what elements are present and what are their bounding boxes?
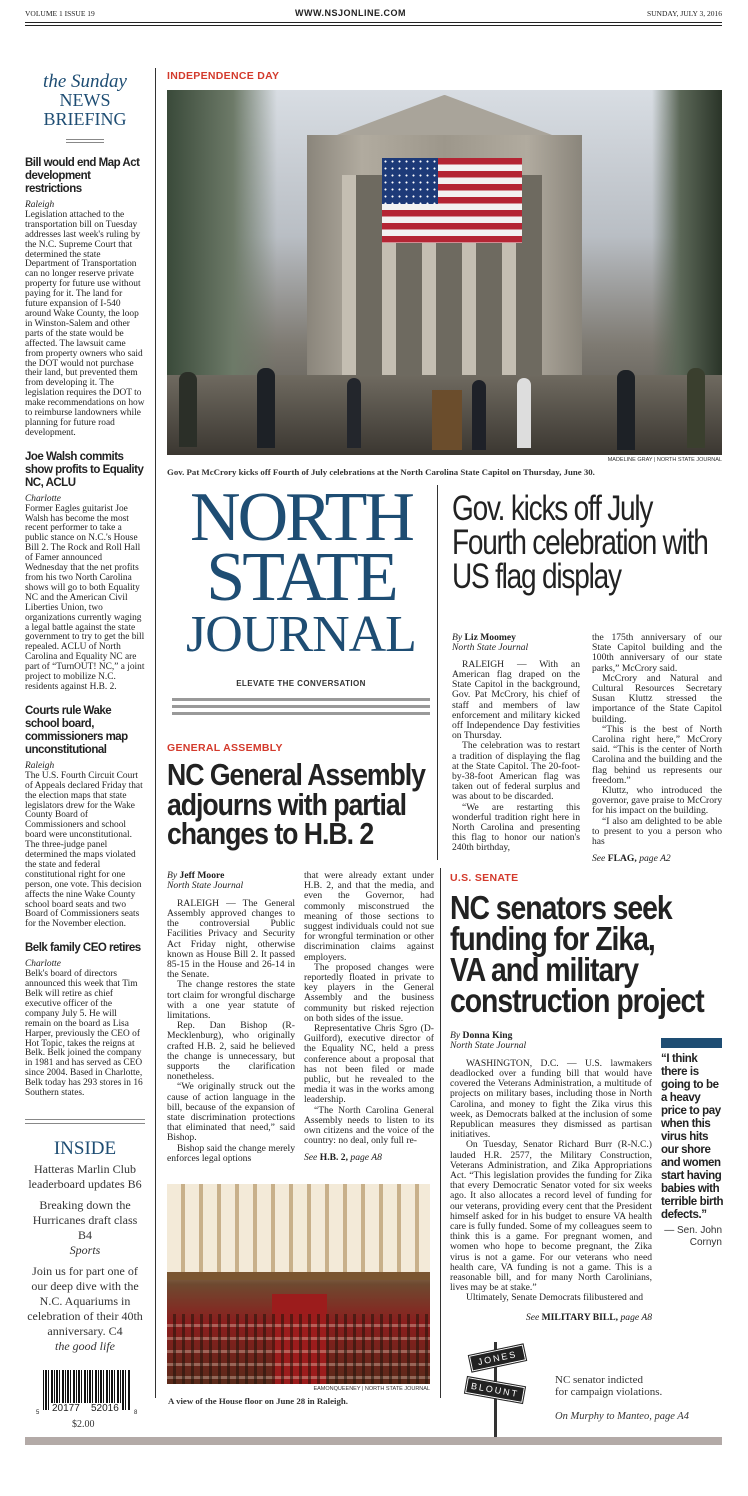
masthead-line: NORTH [190, 479, 412, 556]
house-floor-photo[interactable] [167, 1184, 430, 1384]
byline-outlet: North State Journal [450, 1040, 527, 1052]
headline-line: VA and military [450, 951, 638, 988]
issue-date: SUNDAY, JULY 3, 2016 [646, 9, 722, 18]
inside-title: INSIDE [53, 1137, 117, 1159]
brief-item [25, 705, 145, 930]
jump-slug: H.B. 2, [319, 1152, 348, 1164]
jump-see: See [592, 853, 606, 865]
inside-section: Sports [69, 1242, 101, 1257]
street-sign-icon [462, 1342, 532, 1437]
brief-headline[interactable]: Bill would end Map Act development restrictions [25, 157, 140, 195]
byline-by: By [167, 870, 178, 881]
byline-outlet: North State Journal [167, 880, 244, 892]
ga-story-col2-wrap [304, 871, 434, 1163]
masthead-line: STATE [206, 539, 396, 616]
brief-text: Belk's board of directors announced this week that Tim Belk will retire as chief executive officer of the company July 5. He will remain on the board as Lisa Harper, previously the CEO of Hot Topic, takes the reigns at Belk. Belk joined the company in 1981 and has served as CEO since 2004. Based in Charlotte, Belk today has 293 stores in 16 Southern states. [25, 969, 143, 1099]
paragraph: RALEIGH — With an American flag draped on the State Capitol in the background, Gov. Pat McCrory, his chief of staff and members of law enforcement and military kicked off Independence Day festivities on Thursday. [452, 658, 580, 742]
barcode [36, 1370, 140, 1434]
paragraph: “I also am delighted to be able to present to you a person who has [592, 815, 722, 848]
teaser-line: NC senator indicted [555, 1374, 643, 1386]
byline [452, 633, 580, 654]
column-divider [440, 868, 441, 1398]
paragraph: The change restores the state tort claim for wrongful discharge with a one year statute of limitations. [167, 979, 295, 1022]
section-kicker: GENERAL ASSEMBLY [167, 742, 283, 754]
ga-story-headline[interactable] [167, 757, 425, 851]
byline [167, 871, 295, 892]
inside-item[interactable] [25, 1198, 145, 1258]
jump-page: page A8 [620, 1311, 652, 1323]
jump-slug: MILITARY BILL, [541, 1311, 619, 1323]
section-kicker: INDEPENDENCE DAY [167, 70, 280, 82]
brief-text: Legislation attached to the transportation bill on Tuesday addresses last week's ruling by the N.C. Supreme Court that determined the state Department of Transportation can no longer reserve private property for future use without paying for it. The land for future expansion of I-540 around Wake County, the loop in Winston-Salem and other parts of the state would be affected. The lawsuit came from property owners who said the DOT would not purchase their land, but prevented them from developing it. The legislation requires the DOT to make recommendations on how to reimburse landowners while planning for future road development. [25, 209, 145, 438]
inside-section: the good life [55, 1338, 115, 1353]
inside-item-text: Hatteras Marlin Club leaderboard updates B6 [28, 1161, 142, 1191]
left-column [25, 72, 145, 1434]
brief-item [25, 942, 145, 1099]
jump-see: See [525, 1311, 540, 1323]
flag-story-col1 [452, 660, 580, 854]
headline-line: construction project [450, 982, 704, 1019]
byline [450, 1031, 652, 1052]
paragraph: Representative Chris Sgro (D-Guilford), executive director of the Equality NC, held a press conference about a proposal that has not been filed or made public, but he revealed to the media it was in the works among leadership. [304, 1023, 434, 1106]
inside-item[interactable] [25, 1264, 145, 1354]
inside-box [25, 1138, 145, 1360]
barcode-digit: 8 [134, 1410, 138, 1416]
senate-story-body [450, 1059, 652, 1304]
brief-dateline: Charlotte [25, 493, 61, 504]
jump-link[interactable] [304, 1152, 434, 1163]
briefing-title-line: NEWS [59, 90, 111, 110]
column-divider [437, 485, 438, 860]
inside-item[interactable] [25, 1162, 145, 1192]
headline-line: adjourns with partial [167, 786, 407, 822]
brief-headline[interactable]: Belk family CEO retires [25, 942, 141, 955]
byline-author: Jeff Moore [179, 870, 225, 881]
briefing-list [25, 157, 145, 1111]
paragraph: “We are restarting this wonderful tradition right here in North Carolina and presenting this flag to honor our nation's 240th birthday, [452, 801, 580, 854]
paragraph: On Tuesday, Senator Richard Burr (R-N.C.) lauded H.R. 2577, the Military Construction, Veterans Administration, and Zika Appropriations Act. “This legislation provides the funding for Zika that every Democratic Senator voted for six weeks ago. It also allocates a record level of funding for our veterans, providing every cent that the President himself asked for in his budget to ensure VA health care is fully funded. Some of my colleagues seem to think this is a game. For pregnant women, and women who hope to become pregnant, the Zika virus is not a game. For our veterans who need health care, VA funding is not a game. This is a reasonable bill, and for many North Carolinians, lives may be at stake.” [450, 1139, 652, 1294]
headline-line: funding for Zika, [450, 920, 655, 957]
briefing-title-line: the Sunday [43, 71, 127, 92]
divider [66, 139, 104, 143]
brief-dateline: Charlotte [25, 959, 61, 970]
pullquote: “I think there is going to be a heavy price to pay when this virus hits our shore and women start having babies with terrible birth defects.” [661, 1053, 724, 1221]
byline-by: By [452, 632, 463, 643]
masthead-logo [167, 479, 435, 663]
byline-author: Liz Moomey [464, 632, 516, 643]
briefing-title-line: BRIEFING [43, 109, 127, 129]
flag-story-col2-wrap [592, 633, 722, 864]
brief-item [25, 451, 145, 693]
tagline: ELEVATE THE CONVERSATION [236, 679, 366, 688]
paragraph: Bishop said the change merely enforces legal options [167, 1142, 295, 1164]
paragraph: WASHINGTON, D.C. — U.S. lawmakers deadlocked over a funding bill that would have covered the Veterans Administration, a multitude of projects on military bases, including those in North Carolina, and money to fight the Zika virus this week, as Democrats balked at the inclusion of some Republican measures they dismissed as partisan initiatives. [450, 1057, 652, 1141]
jump-page: page A8 [350, 1152, 382, 1164]
briefing-title [25, 72, 145, 143]
paragraph: that were already extant under H.B. 2, and that the media, and even the Governor, had commonly misconstrued the meaning of those sections to suggest individuals could not sue for wrongful termination or other discrimination claims against employers. [304, 870, 434, 963]
brief-headline[interactable]: Joe Walsh commits show profits to Equality NC, ACLU [25, 450, 144, 489]
jump-slug: FLAG, [607, 853, 637, 865]
brief-text: Former Eagles guitarist Joe Walsh has become the most recent performer to take a public stance on N.C.'s House Bill 2. The Rock and Roll Hall of Famer announced Wednesday that the net profits from his two North Carolina shows will go to both Equality NC and the American Civil Liberties Union, two organizations currently waging a legal battle against the state government to try to get the bill repealed. ACLU of North Carolina and Equality NC are part of “TurnOUT! NC,” a joint project to mobilize N.C. residents against H.B. 2. [25, 503, 145, 692]
flag-story-headline[interactable]: Gov. kicks off July Fourth celebration with US flag display [452, 489, 708, 596]
jump-link[interactable] [592, 853, 722, 864]
inside-item-text: Join us for part one of our deep dive with the N.C. Aquariums in celebration of their 40th anniversary. C4 [27, 1263, 143, 1338]
masthead-line: JOURNAL [186, 606, 416, 663]
brief-headline[interactable]: Courts rule Wake school board, commissioners map unconstitutional [25, 704, 128, 756]
sign-bottom-label: BLOUNT [465, 1377, 525, 1403]
volume-issue: VOLUME 1 ISSUE 19 [25, 9, 95, 18]
brief-text: The U.S. Fourth Circuit Court of Appeals declared Friday that the election maps that state legislators drew for the Wake County Board of Commissioners and school board were unconstitutional. The three-judge panel determined the maps violated the state and federal constitutional right for one person, one vote. This decision affects the nine Wake County school board seats and two Board of Commissioners seats for the November election. [25, 770, 143, 930]
pullquote-bar [661, 1038, 722, 1048]
footer-bar [25, 1437, 722, 1445]
paragraph: Rep. Dan Bishop (R-Mecklenburg), who originally crafted H.B. 2, said he believed the change is unnecessary, but supports the clarification nonetheless. [167, 1020, 295, 1083]
ga-story-col2 [304, 871, 434, 1146]
paragraph: the 175th anniversary of our State Capitol building and the 100th anniversary of our state parks,” McCrory said. [592, 632, 722, 674]
brief-dateline: Raleigh [25, 200, 55, 210]
byline-author: Donna King [462, 1030, 513, 1041]
header-bar [25, 9, 722, 23]
byline-outlet: North State Journal [452, 642, 529, 654]
teaser-text[interactable] [555, 1374, 662, 1398]
senate-story-wrap [450, 1031, 652, 1323]
section-kicker: U.S. SENATE [450, 872, 519, 884]
photo-credit: EAMONQUEENEY | NORTH STATE JOURNAL [313, 1386, 430, 1392]
pullquote-attribution: — Sen. John Cornyn [664, 1225, 722, 1248]
ga-story-col1-wrap [167, 871, 295, 1164]
photo-credit: MADELINE GRAY | NORTH STATE JOURNAL [607, 457, 722, 463]
paragraph: McCrory and Natural and Cultural Resources Secretary Susan Kluttz stressed the importance of the State Capitol building. [592, 672, 722, 725]
paragraph: “The North Carolina General Assembly needs to listen to its own citizens and the voice of the country: no deal, only full re- [304, 1104, 434, 1147]
paragraph: “We originally struck out the cause of action language in the bill, because of the expansion of state discrimination protections that eliminated that need,” said Bishop. [167, 1081, 295, 1144]
pullquote-box [661, 1038, 725, 1249]
inside-item-text: Breaking down the Hurricanes draft class B4 [32, 1197, 138, 1242]
flag-story-col1-wrap [452, 633, 580, 854]
jump-page: page A2 [639, 853, 671, 865]
lead-photo[interactable] [167, 90, 722, 455]
paragraph: The celebration was to restart a tradition of displaying the flag at the State Capitol. The 20-foot-by-38-foot American flag was taken out of federal surplus and was about to be discarded. [452, 740, 580, 803]
flag-story-col2 [592, 633, 722, 847]
headline-line: NC General Assembly [167, 757, 425, 792]
sign-top-label: JONES [469, 1344, 526, 1371]
photo-caption: A view of the House floor on June 28 in Raleigh. [168, 1396, 348, 1406]
headline-line: NC senators seek [450, 889, 672, 926]
brief-dateline: Raleigh [25, 760, 55, 771]
teaser-line: for campaign violations. [555, 1386, 663, 1398]
barcode-digit: 52016 [91, 1403, 119, 1414]
divider [25, 1119, 145, 1124]
jump-link[interactable] [450, 1312, 652, 1323]
photo-caption: Gov. Pat McCrory kicks off Fourth of July celebrations at the North Carolina State Capitol on Thursday, June 30. [167, 467, 595, 477]
paragraph: Ultimately, Senate Democrats filibustered and [466, 1292, 644, 1304]
byline-by: By [450, 1030, 461, 1041]
jump-see: See [304, 1152, 318, 1164]
headline-line: changes to H.B. 2 [167, 816, 374, 851]
paragraph: Kluttz, who introduced the governor, gave praise to McCrory for his impact on the building. [592, 785, 722, 817]
masthead-rules [172, 698, 430, 718]
senate-story-headline[interactable] [450, 889, 704, 1019]
barcode-digit: 20177 [52, 1403, 80, 1414]
column-divider [155, 68, 156, 1398]
barcode-digit: 5 [36, 1410, 40, 1416]
paragraph: RALEIGH — The General Assembly approved changes to the controversial Public Facilities Privacy and Security Act Friday night, otherwise known as House Bill 2. It passed 85-15 in the House and 26-14 in the Senate. [167, 897, 295, 981]
brief-item [25, 157, 145, 439]
website[interactable]: WWW.NSJONLINE.COM [295, 8, 406, 18]
teaser-page-ref[interactable]: On Murphy to Manteo, page A4 [555, 1411, 689, 1422]
paragraph: “This is the best of North Carolina right here,” McCrory said. “This is the center of North Carolina and the building and the flag behind us represents our freedom.” [592, 723, 722, 786]
price: $2.00 [72, 1419, 95, 1430]
ga-story-col1 [167, 899, 295, 1164]
header-rule [25, 22, 722, 26]
paragraph: The proposed changes were reportedly floated in private to key players in the General Assembly and the business community but risked rejection on both sides of the issue. [304, 961, 434, 1024]
